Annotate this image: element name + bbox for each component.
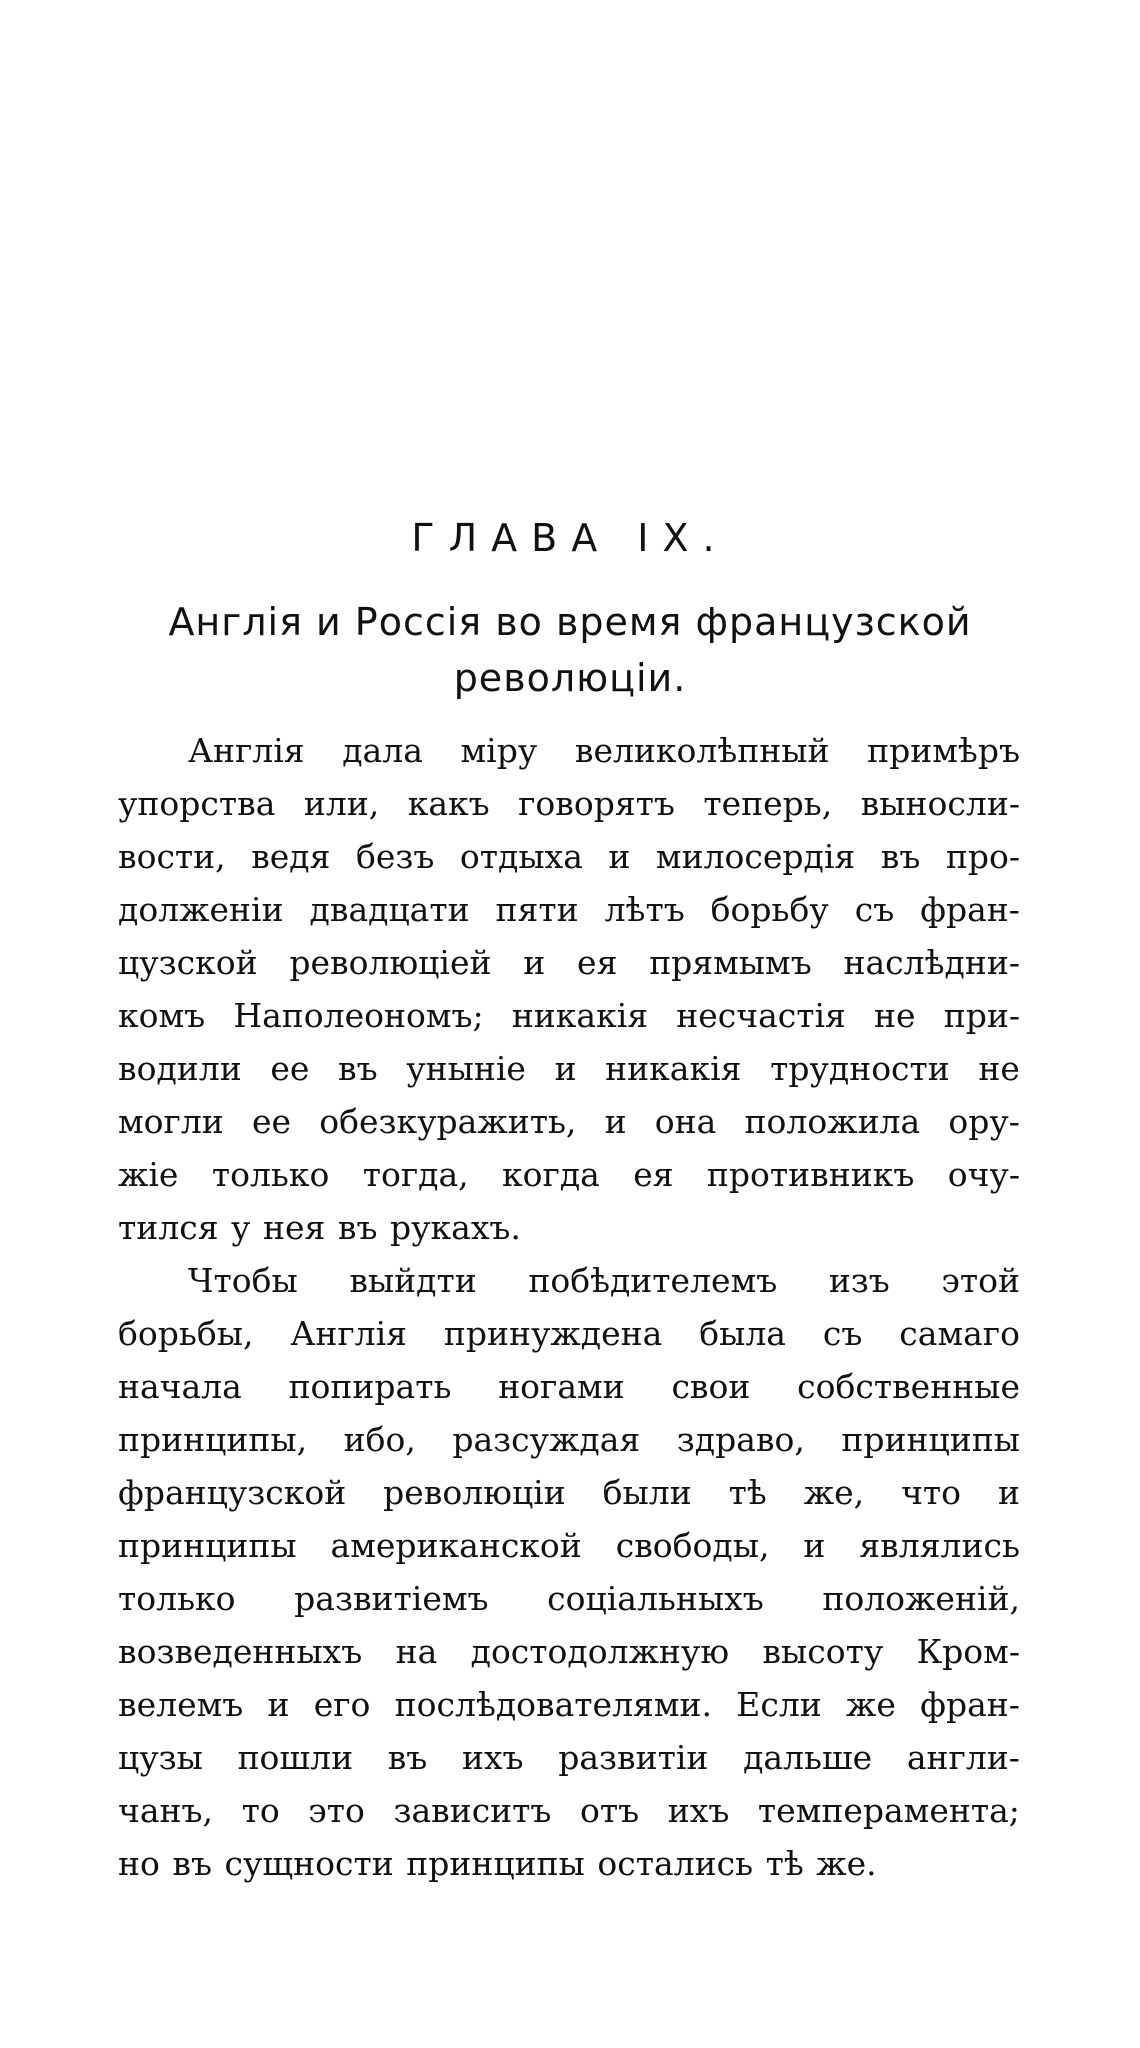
word: пошли [237, 1738, 354, 1777]
word: соціальныхъ [547, 1579, 764, 1618]
word: въ [172, 1844, 212, 1883]
word: Если [736, 1685, 822, 1724]
word: говорятъ [518, 784, 675, 823]
word: только [211, 1155, 330, 1194]
word: могли [118, 1102, 224, 1141]
word: не [874, 996, 916, 1035]
text-line [118, 724, 1020, 777]
word: велемъ [118, 1685, 244, 1724]
word: ея [633, 1155, 674, 1194]
word: французской [118, 1473, 347, 1512]
word: и [997, 1473, 1020, 1512]
word: были [602, 1473, 692, 1512]
word: же. [816, 1844, 877, 1883]
word: Англія [290, 1314, 407, 1353]
text-line [118, 989, 1020, 1042]
word: но [118, 1844, 160, 1883]
word: принципы, [118, 1420, 308, 1459]
word: же, [803, 1473, 865, 1512]
word: ихъ [667, 1791, 730, 1830]
word: у [231, 1208, 251, 1247]
word: на [395, 1632, 438, 1671]
word: и [523, 943, 546, 982]
word: отъ [580, 1791, 640, 1830]
word: міру [460, 731, 538, 770]
text-line [118, 1731, 1020, 1784]
word: при- [943, 996, 1020, 1035]
word: ору- [948, 1102, 1020, 1141]
text-line [118, 1519, 1020, 1572]
body-text [118, 724, 1020, 1890]
word: высоту [762, 1632, 884, 1671]
word: въ [337, 1208, 378, 1247]
word: только [118, 1579, 236, 1618]
word: какъ [407, 784, 490, 823]
text-line [118, 1095, 1020, 1148]
word: и [554, 1049, 577, 1088]
text-line [118, 1042, 1020, 1095]
word: выносли- [860, 784, 1020, 823]
word: очу- [947, 1155, 1020, 1194]
word: не [978, 1049, 1020, 1088]
word: борьбу [710, 890, 829, 929]
word: собственные [797, 1367, 1020, 1406]
word: выйдти [349, 1261, 477, 1300]
word: тогда, [362, 1155, 469, 1194]
word: что [901, 1473, 962, 1512]
text-line [118, 1254, 1020, 1307]
word: цузы [118, 1738, 203, 1777]
text-line [118, 1572, 1020, 1625]
word: борьбы, [118, 1314, 254, 1353]
word: когда [502, 1155, 600, 1194]
word: этой [941, 1261, 1020, 1300]
word: рукахъ. [389, 1208, 521, 1247]
word: ея [577, 943, 618, 982]
word: жіе [118, 1155, 179, 1194]
word: милосердія [655, 837, 856, 876]
word: ногами [498, 1367, 625, 1406]
word: прямымъ [649, 943, 812, 982]
word: же [846, 1685, 896, 1724]
word: самаго [899, 1314, 1020, 1353]
word: темперамента; [757, 1791, 1020, 1830]
word: фран- [920, 1685, 1020, 1724]
word: попирать [288, 1367, 452, 1406]
word: обезкуражить, [319, 1102, 577, 1141]
word: водили [118, 1049, 242, 1088]
word: принципы [841, 1420, 1020, 1459]
word: изъ [828, 1261, 890, 1300]
text-line [118, 1466, 1020, 1519]
word: остались [597, 1844, 754, 1883]
chapter-title [100, 594, 1040, 706]
word: и [803, 1526, 826, 1565]
word: принципы [406, 1844, 585, 1883]
word: комъ [118, 996, 206, 1035]
word: Кром- [916, 1632, 1020, 1671]
text-line [118, 1201, 1020, 1254]
word: съ [854, 890, 895, 929]
text-line [118, 1837, 1020, 1890]
chapter-title-line-1: Англія и Россія во время французской [168, 600, 972, 644]
text-line [118, 1360, 1020, 1413]
word: трудности [770, 1049, 950, 1088]
text-line [118, 1307, 1020, 1360]
word: была [699, 1314, 786, 1353]
text-line [118, 883, 1020, 936]
word: дальше [743, 1738, 873, 1777]
word: сущности [224, 1844, 394, 1883]
word: Англія [188, 731, 305, 770]
word: въ [338, 1049, 378, 1088]
word: положеній, [822, 1579, 1020, 1618]
word: примѣръ [867, 731, 1020, 770]
word: цузской [118, 943, 258, 982]
word: и [267, 1685, 290, 1724]
text-line [118, 830, 1020, 883]
word: въ [387, 1738, 428, 1777]
text-line [118, 1413, 1020, 1466]
word: ведя [251, 837, 331, 876]
word: нея [263, 1208, 326, 1247]
word: развитіемъ [294, 1579, 489, 1618]
word: возведенныхъ [118, 1632, 363, 1671]
word: послѣдователями. [394, 1685, 713, 1724]
word: тѣ [765, 1844, 804, 1883]
word: это [308, 1791, 365, 1830]
word: то [241, 1791, 280, 1830]
word: чанъ, [118, 1791, 213, 1830]
word: начала [118, 1367, 242, 1406]
word: великолѣпный [574, 731, 830, 770]
word: теперь, [703, 784, 833, 823]
word: разсуждая [452, 1420, 641, 1459]
word: ее [270, 1049, 310, 1088]
word: пяти [495, 890, 579, 929]
word: тѣ [728, 1473, 767, 1512]
paragraph-2 [118, 1254, 1020, 1890]
word: двадцати [309, 890, 470, 929]
word: никакія [511, 996, 649, 1035]
word: безъ [355, 837, 435, 876]
word: его [313, 1685, 371, 1724]
text-line [118, 777, 1020, 830]
word: здраво, [676, 1420, 805, 1459]
word: американской [330, 1526, 582, 1565]
word: ихъ [461, 1738, 524, 1777]
word: революціей [289, 943, 492, 982]
word: ее [251, 1102, 292, 1141]
text-line [118, 1784, 1020, 1837]
word: наслѣдни- [843, 943, 1020, 982]
word: она [654, 1102, 717, 1141]
word: фран- [920, 890, 1020, 929]
word: революціи [383, 1473, 566, 1512]
text-line [118, 1625, 1020, 1678]
chapter-heading: ГЛАВА IX. [411, 516, 729, 560]
text-line [118, 1678, 1020, 1731]
word: или, [303, 784, 380, 823]
word: Чтобы [188, 1261, 298, 1300]
word: достодолжную [470, 1632, 730, 1671]
word: зависитъ [393, 1791, 552, 1830]
word: свободы, [615, 1526, 770, 1565]
text-line [118, 936, 1020, 989]
word: Наполеономъ; [233, 996, 484, 1035]
word: уныніе [406, 1049, 526, 1088]
word: отдыха [459, 837, 583, 876]
word: свои [671, 1367, 751, 1406]
word: тился [118, 1208, 219, 1247]
word: съ [822, 1314, 863, 1353]
word: противникъ [706, 1155, 915, 1194]
word: никакія [605, 1049, 742, 1088]
word: положила [744, 1102, 921, 1141]
word: упорства [118, 784, 276, 823]
word: принуждена [443, 1314, 663, 1353]
word: долженіи [118, 890, 284, 929]
word: и [608, 837, 631, 876]
word: вости, [118, 837, 226, 876]
word: про- [945, 837, 1020, 876]
word: и [604, 1102, 627, 1141]
word: являлись [859, 1526, 1020, 1565]
text-line [118, 1148, 1020, 1201]
word: лѣтъ [604, 890, 685, 929]
word: побѣдителемъ [528, 1261, 778, 1300]
word: несчастія [676, 996, 846, 1035]
word: дала [342, 731, 423, 770]
word: ибо, [343, 1420, 416, 1459]
word: развитіи [558, 1738, 709, 1777]
word: въ [880, 837, 921, 876]
paragraph-1 [118, 724, 1020, 1254]
word: англи- [906, 1738, 1020, 1777]
word: принципы [118, 1526, 297, 1565]
chapter-title-line-2: революціи. [453, 656, 687, 700]
